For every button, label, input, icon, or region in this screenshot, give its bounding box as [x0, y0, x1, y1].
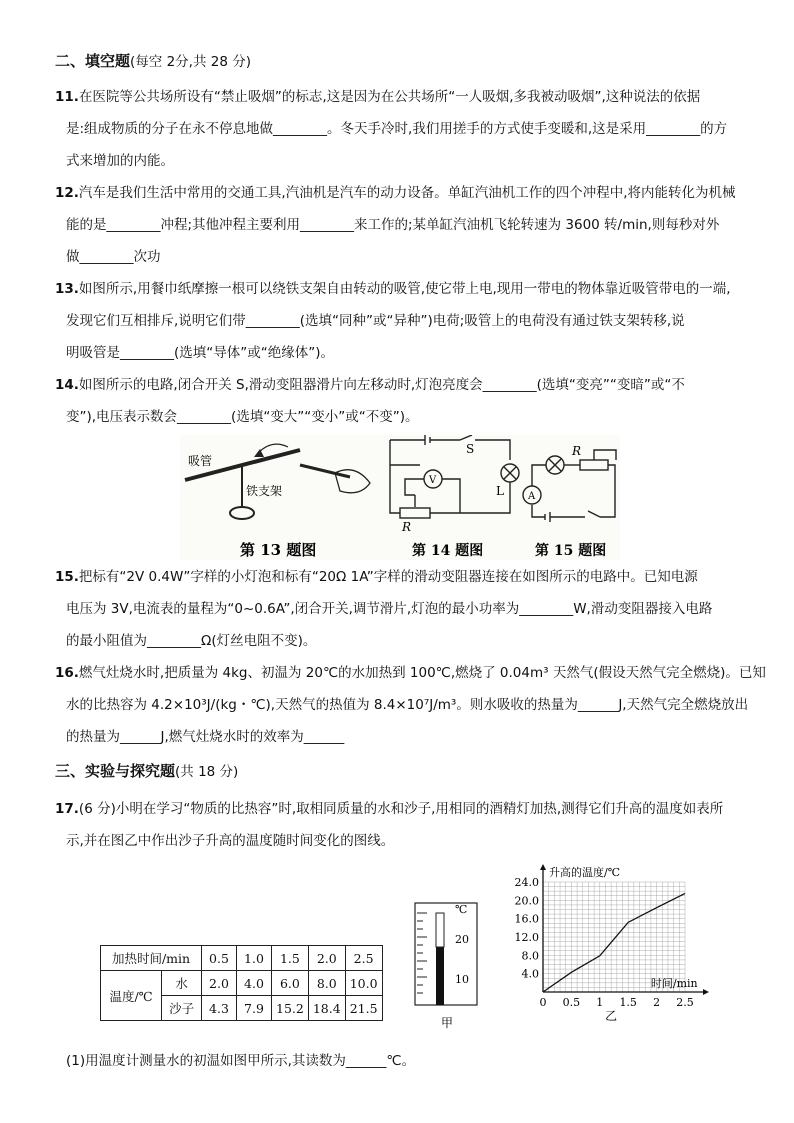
- switch-S-label: S: [466, 442, 475, 456]
- q17-sub1: (1)用温度计测量水的初温如图甲所示,其读数为______℃。: [66, 1053, 416, 1069]
- section-heading-fill-in: [55, 50, 251, 71]
- x-tick-label: 1.5: [619, 996, 637, 1009]
- figures-13-14-15: [180, 435, 620, 560]
- y-tick-label: 4.0: [521, 967, 539, 981]
- q13-line-1: 13.如图所示,用餐巾纸摩擦一根可以绕铁支架自由转动的吸管,使它带上电,现用一带电的物体靠近吸管带电的一端,: [55, 281, 731, 297]
- temperature-chart: [505, 862, 725, 1037]
- x-tick-label: 0.5: [562, 996, 581, 1009]
- thermo-caption: 甲: [441, 1016, 454, 1030]
- q11-line-1: 11.在医院等公共场所设有“禁止吸烟”的标志,这是因为在公共场所“一人吸烟,多我被动吸烟”,这种说法的依据: [55, 89, 701, 105]
- voltmeter-V-label: V: [429, 475, 437, 486]
- x-tick-label: 2: [653, 996, 661, 1009]
- q16-line-3: 的热量为______J,燃气灶烧水时的效率为______: [66, 729, 345, 745]
- section-title: 二、填空题: [55, 52, 131, 70]
- ammeter-A-label: A: [528, 491, 536, 502]
- fig15-caption: 第 15 题图: [535, 543, 607, 559]
- section-points: (共 18 分): [175, 764, 239, 780]
- table-row: 沙子 4.3 7.9 15.2 18.4 21.5: [101, 996, 383, 1021]
- row-sand: 沙子: [162, 996, 202, 1021]
- q16-line-1: 16.燃气灶烧水时,把质量为 4kg、初温为 20℃的水加热到 100℃,燃烧了 0.04m³ 天然气(假设天然气完全燃烧)。已知: [55, 665, 766, 681]
- x-tick-label: 1: [596, 996, 604, 1009]
- section-title: 三、实验与探究题: [55, 762, 176, 780]
- y-tick-label: 16.0: [514, 912, 539, 926]
- q12-line-3: 做________次功: [66, 249, 161, 265]
- q15-line-3: 的最小阻值为________Ω(灯丝电阻不变)。: [66, 633, 317, 649]
- x-tick-label: 0: [539, 996, 547, 1009]
- lamp-L-label: L: [496, 484, 504, 498]
- q12-line-2: 能的是________冲程;其他冲程主要利用________来工作的;某单缸汽油机飞轮转速为 3600 转/min,则每秒对外: [66, 217, 720, 233]
- q16-line-2: 水的比热容为 4.2×10³J/(kg・℃),天然气的热值为 8.4×10⁷J/m³。则水吸收的热量为______J,天然气完全燃烧放出: [66, 697, 749, 713]
- q15-line-1: 15.把标有“2V 0.4W”字样的小灯泡和标有“20Ω 1A”字样的滑动变阻器连接在如图所示的电路中。已知电源: [55, 569, 698, 585]
- header-time: 加热时间/min: [101, 946, 202, 971]
- y-axis-arrow: [540, 864, 546, 870]
- fig15-R-label: R: [572, 444, 582, 458]
- thermo-10: 10: [455, 973, 469, 986]
- thermometer-figure: [405, 895, 490, 1035]
- y-axis-label: 升高的温度/℃: [549, 866, 621, 879]
- table-row: 温度/℃ 水 2.0 4.0 6.0 8.0 10.0: [101, 971, 383, 996]
- q13-line-2: 发现它们互相排斥,说明它们带________(选填“同种”或“异种”)电荷;吸管上的电荷没有通过铁支架转移,说: [66, 313, 685, 329]
- thermo-20: 20: [455, 933, 469, 946]
- chart-caption: 乙: [605, 1009, 618, 1023]
- q13-line-3: 明吸管是________(选填“导体”或“绝缘体”)。: [66, 345, 335, 361]
- q17-line-2: 示,并在图乙中作出沙子升高的温度随时间变化的图线。: [66, 833, 395, 849]
- straw-label: 吸管: [188, 454, 213, 468]
- y-tick-label: 20.0: [514, 894, 539, 908]
- fig14-caption: 第 14 题图: [412, 543, 484, 559]
- y-tick-label: 8.0: [521, 949, 539, 963]
- section-heading-experiment: [55, 760, 238, 781]
- rheostat-R-label: R: [402, 520, 412, 534]
- section-points: (每空 2分,共 28 分): [130, 54, 251, 70]
- data-table: [100, 945, 383, 1021]
- y-tick-label: 24.0: [514, 876, 539, 889]
- thermometer-ticks: [417, 913, 427, 993]
- q11-line-2: 是:组成物质的分子在永不停息地做________。冬天手冷时,我们用搓手的方式使手变暖和,这是采用________的方: [66, 121, 728, 137]
- mercury-column: [436, 947, 444, 1005]
- q11-line-3: 式来增加的内能。: [66, 153, 174, 169]
- q14-line-1: 14.如图所示的电路,闭合开关 S,滑动变阻器滑片向左移动时,灯泡亮度会________(选填“变亮”“变暗”或“不: [55, 377, 685, 393]
- x-tick-label: 2.5: [676, 996, 694, 1009]
- x-axis-arrow: [703, 989, 709, 995]
- fig13-caption: 第 13 题图: [240, 541, 317, 559]
- header-temp: 温度/℃: [101, 971, 162, 1021]
- x-axis-label: 时间/min: [650, 977, 698, 990]
- q14-line-2: 变”),电压表示数会________(选填“变大”“变小”或“不变”)。: [66, 409, 419, 425]
- stand-label: 铁支架: [246, 484, 283, 498]
- q15-line-2: 电压为 3V,电流表的量程为“0~0.6A”,闭合开关,调节滑片,灯泡的最小功率为________W,滑动变阻器接入电路: [66, 601, 713, 617]
- y-tick-label: 12.0: [514, 931, 539, 944]
- thermo-unit: ℃: [455, 903, 468, 916]
- row-water: 水: [162, 971, 202, 996]
- q12-line-1: 12.汽车是我们生活中常用的交通工具,汽油机是汽车的动力设备。单缸汽油机工作的四个冲程中,将内能转化为机械: [55, 185, 736, 201]
- q17-line-1: 17.(6 分)小明在学习“物质的比热容”时,取相同质量的水和沙子,用相同的酒精灯加热,测得它们升高的温度如表所: [55, 801, 724, 817]
- table-row: 加热时间/min 0.5 1.0 1.5 2.0 2.5: [101, 946, 383, 971]
